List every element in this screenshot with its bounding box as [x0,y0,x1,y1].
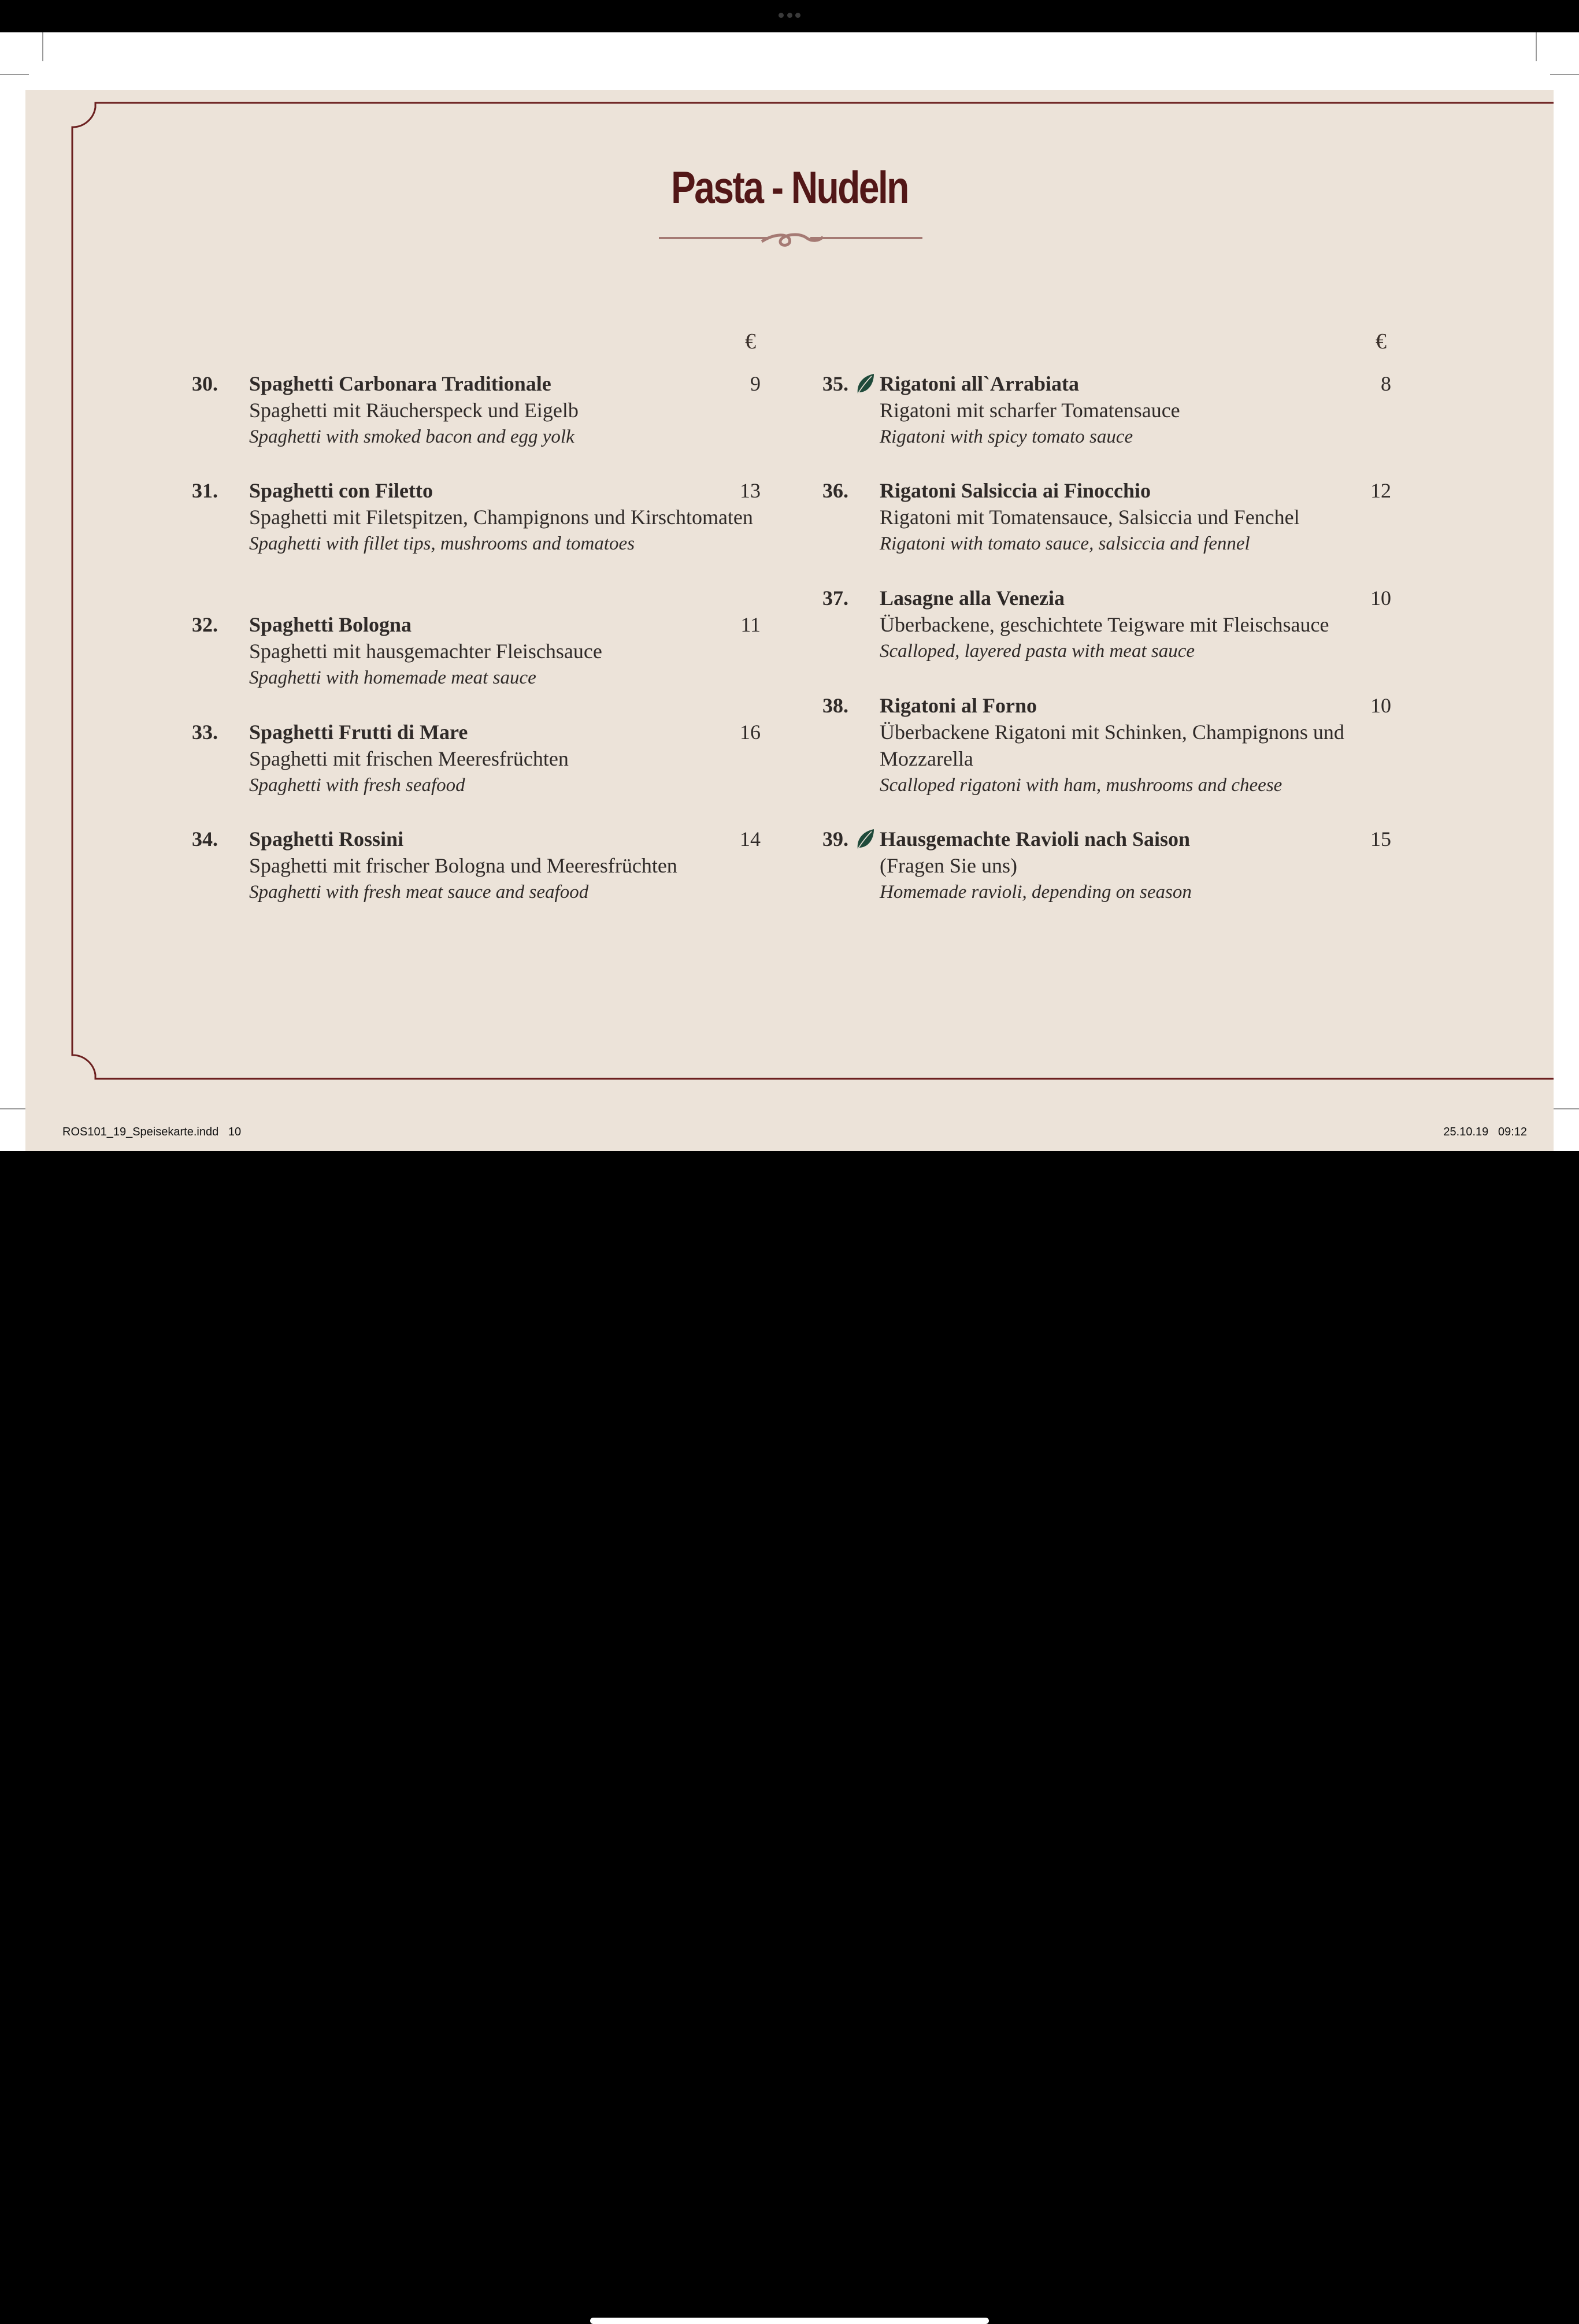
currency-header-right: € [1376,329,1387,354]
item-description-en: Spaghetti with smoked bacon and egg yolk [249,426,574,447]
item-description-de: Spaghetti mit hausgemachter Fleischsauce [249,640,602,663]
crop-mark [0,74,29,75]
crop-mark [0,1108,29,1109]
item-body [880,585,1365,664]
item-description-de: Rigatoni mit scharfer Tomatensauce [880,399,1180,422]
item-description-en: Spaghetti with fresh meat sauce and seafood [249,882,589,903]
item-number: 33. [192,721,218,744]
item-description-en: Rigatoni with spicy tomato sauce [880,426,1133,447]
item-body [249,477,758,557]
item-name: Spaghetti Bologna [249,613,412,636]
item-description-de: (Fragen Sie uns) [880,854,1017,877]
item-price: 10 [1370,586,1391,610]
item-description-en: Spaghetti with fillet tips, mushrooms and tomatoes [249,533,635,554]
page-title: Pasta - Nudeln [671,162,908,213]
crop-mark [1550,74,1579,75]
currency-header-left: € [745,329,756,354]
item-description-en: Spaghetti with fresh seafood [249,775,465,796]
item-body [880,692,1365,799]
crop-mark [42,32,43,61]
item-price: 15 [1370,827,1391,851]
item-number: 38. [822,694,848,717]
item-description-de: Rigatoni mit Tomatensauce, Salsiccia und Fenchel [880,506,1300,529]
item-description-en: Scalloped, layered pasta with meat sauce [880,641,1195,662]
home-indicator[interactable] [590,2318,989,2324]
item-name: Hausgemachte Ravioli nach Saison [880,827,1191,851]
item-name: Spaghetti con Filetto [249,479,433,502]
item-body [249,826,758,905]
item-description-en: Homemade ravioli, depending on season [880,882,1192,903]
item-body [880,477,1365,557]
item-name: Rigatoni al Forno [880,694,1037,717]
item-number: 31. [192,479,218,502]
item-price: 11 [740,613,761,636]
item-number: 34. [192,827,218,851]
item-name: Spaghetti Carbonara Traditionale [249,372,551,395]
item-description-de: Spaghetti mit Räucherspeck und Eigelb [249,399,579,422]
crop-mark [1550,1108,1579,1109]
item-description-de: Spaghetti mit frischen Meeresfrüchten [249,747,569,770]
item-price: 16 [740,721,761,744]
item-body [880,826,1365,905]
item-price: 8 [1381,372,1391,395]
item-name: Rigatoni all`Arrabiata [880,372,1079,395]
item-number: 32. [192,613,218,636]
item-number: 37. [822,586,848,610]
multitasking-dots[interactable] [779,13,800,18]
item-body [249,370,758,450]
item-body [249,719,758,799]
item-price: 14 [740,827,761,851]
item-description-en: Rigatoni with tomato sauce, salsiccia and fennel [880,533,1250,554]
bottom-bar [0,1151,1579,1183]
item-number: 35. [822,372,848,395]
item-body [249,611,758,691]
item-name: Lasagne alla Venezia [880,586,1065,610]
item-price: 12 [1370,479,1391,502]
item-description-de: Spaghetti mit Filetspitzen, Champignons und Kirschtomaten [249,506,753,529]
item-name: Spaghetti Frutti di Mare [249,721,468,744]
item-description-de: Überbackene Rigatoni mit Schinken, Champignons und Mozzarella [880,721,1344,770]
item-description-de: Spaghetti mit frischer Bologna und Meeresfrüchten [249,854,677,877]
item-number: 30. [192,372,218,395]
top-bar [0,0,1579,32]
item-price: 10 [1370,694,1391,717]
print-slug-datetime: 25.10.19 09:12 [1443,1126,1527,1138]
crop-mark [1536,32,1537,61]
item-price: 9 [750,372,761,395]
item-name: Rigatoni Salsiccia ai Finocchio [880,479,1151,502]
item-number: 36. [822,479,848,502]
leaf-icon [855,373,875,395]
item-description-en: Scalloped rigatoni with ham, mushrooms and cheese [880,775,1283,796]
item-name: Spaghetti Rossini [249,827,404,851]
item-description-de: Überbackene, geschichtete Teigware mit Fleischsauce [880,613,1329,636]
leaf-icon [855,828,875,850]
item-price: 13 [740,479,761,502]
item-body [880,370,1365,450]
item-number: 39. [822,827,848,851]
print-slug-file: ROS101_19_Speisekarte.indd 10 [62,1126,242,1138]
item-description-en: Spaghetti with homemade meat sauce [249,667,536,688]
